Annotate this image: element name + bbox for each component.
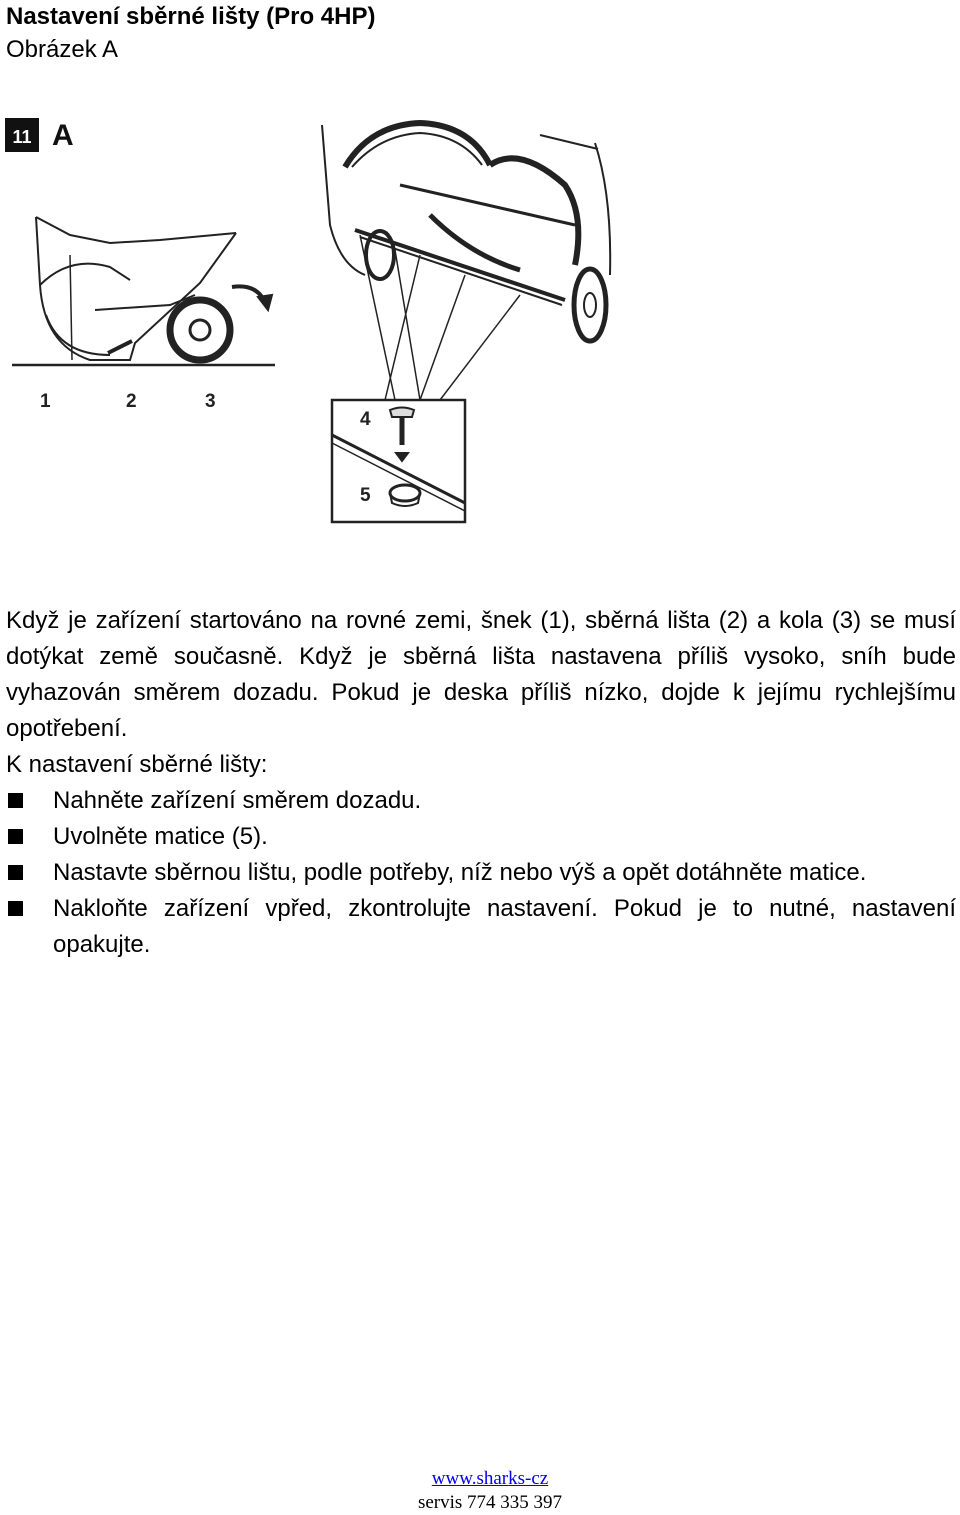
steps-heading: K nastavení sběrné lišty: <box>6 751 268 778</box>
instructions <box>6 603 956 963</box>
figure-number: 11 <box>12 127 32 147</box>
page-footer <box>0 1467 960 1515</box>
figure-letter: A <box>52 119 74 152</box>
list-item: Nastavte sběrnou lištu, podle potřeby, níž nebo výš a opět dotáhněte matice. <box>6 855 956 891</box>
page-title: Nastavení sběrné lišty (Pro 4HP) <box>6 3 376 30</box>
adjustment-illustration <box>0 105 640 535</box>
list-item: Nakloňte zařízení vpřed, zkontrolujte nastavení. Pokud je to nutné, nastavení opakujte. <box>6 891 956 963</box>
list-item: Uvolněte matice (5). <box>6 819 956 855</box>
underside-view-drawing <box>322 123 610 522</box>
bullet-square-icon <box>8 901 23 916</box>
list-item: Nahněte zařízení směrem dozadu. <box>6 783 956 819</box>
bullet-square-icon <box>8 793 23 808</box>
bullet-square-icon <box>8 865 23 880</box>
steps-list <box>6 783 956 963</box>
intro-paragraph: Když je zařízení startováno na rovné zemi, šnek (1), sběrná lišta (2) a kola (3) se musí dotýkat země současně. Když je sběrná lišta nastavena příliš vysoko, sníh bude vyhazován směrem dozadu. Pokud je deska příliš nízko, dojde k jejímu rychlejšímu opotřebení. <box>6 607 956 742</box>
bullet-square-icon <box>8 829 23 844</box>
figure-caption: Obrázek A <box>6 36 119 63</box>
website-link[interactable]: www.sharks-cz <box>431 1468 549 1489</box>
callout-5: 5 <box>360 485 371 506</box>
callout-2: 2 <box>126 391 137 412</box>
callout-1: 1 <box>40 391 51 412</box>
side-view-drawing <box>12 217 275 365</box>
service-phone: servis 774 335 397 <box>417 1492 563 1513</box>
callout-4: 4 <box>360 409 371 430</box>
callout-3: 3 <box>205 391 216 412</box>
